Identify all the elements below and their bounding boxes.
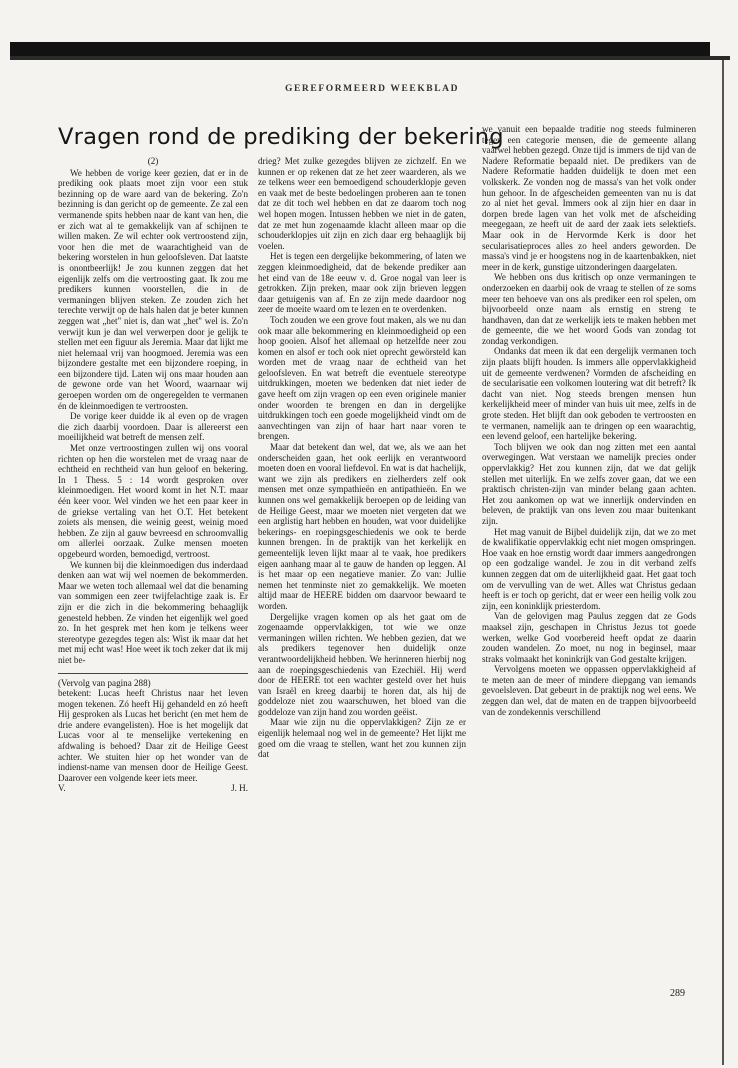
paragraph: De vorige keer duidde ik al even op de vragen die zich daarbij voordoen. Daar is allereerst een moeilijkheid wat betreft de mensen zelf. — [58, 411, 248, 443]
continuation-text: betekent: Lucas heeft Christus naar het leven mogen tekenen. Zó heeft Hij gehandeld en zó heeft Hij gesproken als Lucas het bericht (en met hem de drie andere evangelisten). Hoe is het mogelijk dat Lucas voor al te menselijke vertekening en afdwaling is behoed? Daar zit de Heilige Geest achter. We stuiten hier op het wonder van de indienst-name van mensen door de Heilige Geest. Daarover een volgende keer iets meer. — [58, 688, 248, 783]
paragraph: We hebben de vorige keer gezien, dat er in de prediking ook plaats moet zijn voor een stuk bezinning op de ware aard van de bekering. Zo'n bezinning is dan gericht op de gemeente. Ze zal een vermanende spits hebben naar de kant van hen, die er zich wat al te gemakkelijk van af schijnen te willen maken. Ze wil echter ook vertroostend zijn, voor hen die met de waarachtigheid van de bekering worstelen in hun geloofsleven. Dat laatste is onontbeerlijk! Je zou kunnen zeggen dat het eigenlijk zelfs om die vertroosting gaat. Ik zou me predikers kunnen voorstellen, die in de vermaningen blijven steken. Ze zouden zich het terechte verwijt op de hals halen dat je beter kunnen zeggen wat „het" niet is, dan wat „het" wel is. Zo'n verwijt kun je dan wel verwerpen door je gelijk te stellen met een figuur als Jeremia. Maar dat lijkt me niet helemaal vrij van hoogmoed. Jeremia was een bijzondere gestalte met een bijzondere roeping, in een bijzondere tijd. Laten wij ons maar houden aan de gewone orde van het Woord, waarnaar wij geroepen worden om de ongeregelden te vermanen én de kleinmoedigen te vertroosten. — [58, 167, 248, 411]
paragraph: Maar dat betekent dan wel, dat we, als we aan het onderscheiden gaan, het ook eerlijk en verantwoord moeten doen en vooral liefdevol. En wat is dat hachelijk, want we zijn als predikers en zielherders zelf ook mensen met onze sympathieën en antipathieën. En we kunnen ons wel gemakkelijk beroepen op de leiding van de Heilige Geest, maar we moeten niet vergeten dat we een arglistig hart hebben en houden, wat voor duidelijke bekerings- en roepingsgeschiedenis we ook te berde kunnen brengen. In de praktijk van het kerkelijk en gemeentelijk leven lijkt maar al te vaak, hoe predikers eigen aanhang maar al te gauw de handen op leggen. Al is het maar op een negatieve manier. Zo van: Jullie nemen het tenminste niet zo gemakkelijk. We moeten altijd maar de HEERE bidden om daarvoor bewaard te worden. — [258, 442, 466, 611]
signature-initials-right: J. H. — [231, 783, 248, 794]
paragraph: We kunnen bij die kleinmoedigen dus inderdaad denken aan wat wij wel noemen de bekommerden. Maar we weten toch allemaal wel dat die benaming van sommigen een zeer twijfelachtige zaak is. Er zijn er die zich in die bekommering behaaglijk genesteld hebben. Ze vinden het eigenlijk wel goed zo. In het gesprek met hen kom je telkens weer stereotype gezegdes tegen als: Wist ik maar dat het met mij echt was! Hoe weet ik toch zeker dat ik mij niet be- — [58, 559, 248, 665]
column-2 — [258, 156, 466, 1001]
paragraph: Het is tegen een dergelijke bekommering, of laten we zeggen kleinmoedigheid, dat de bekende prediker aan het eind van de 18e eeuw v. d. Groe nogal van leer is getrokken. Zijn preken, maar ook zijn brieven leggen daar getuigenis van af. En ze zijn mede daardoor nog zeer de moeite waard om te lezen en te overdenken. — [258, 251, 466, 315]
column-1 — [58, 156, 248, 1001]
paragraph: We hebben ons dus kritisch op onze vermaningen te onderzoeken en daarbij ook de vraag te stellen of ze soms meer ten behoeve van ons als prediker een rol spelen, om bijvoorbeeld onze naam als ernstig en streng te handhaven, dan dat ze werkelijk iets te maken hebben met de gemeente, die we het woord Gods van zondag tot zondag verkondigen. — [482, 272, 696, 346]
paragraph: Met onze vertroostingen zullen wij ons vooral richten op hen die worstelen met de vraag naar de echtheid en rechtheid van hun geloof en bekering. In 1 Thess. 5 : 14 wordt gesproken over kleinmoedigen. Het woord komt in het N.T. maar één keer voor. Wel vinden we het een paar keer in de griekse vertaling van het O.T. Het betekent zoiets als mensen, die weinig geest, weinig moed hebben. Ze zijn al gauw bevreesd en schroomvallig om allerlei oorzaak. Zulke mensen moeten opgebeurd worden, bemoedigd, vertroost. — [58, 443, 248, 559]
paragraph: Maar wie zijn nu die oppervlakkigen? Zijn ze er eigenlijk helemaal nog wel in de gemeente? Het lijkt me goed om die vraag te stellen, want het zou kunnen zijn dat — [258, 717, 466, 760]
scan-edge-shadow — [10, 56, 730, 60]
page-right-edge-line — [722, 60, 724, 1065]
paragraph: Dergelijke vragen komen op als het gaat om de zogenaamde oppervlakkigen, tot wie we onze vermaningen willen richten. We hebben gezien, dat we als predikers tegenover hen duidelijk onze verantwoordelijkheid hebben. We herinneren hierbij nog aan de roepingsgeschiedenis van Ezechiël. Hij werd door de HEERE tot een wachter gesteld over het huis van Israël en kreeg daarbij te horen dat, als hij de goddeloze niet zou waarschuwen, het bloed van die goddeloze van zijn hand zou worden geëist. — [258, 611, 466, 717]
paragraph: Vervolgens moeten we oppassen oppervlakkigheid af te meten aan de meer of mindere diepgang van iemands gevoelsleven. Dat gebeurt in de praktijk nog wel eens. We zeggen dan wel, dat de maten en de trappen bijvoorbeeld van de zondekennis verschillend — [482, 664, 696, 717]
paragraph: drieg? Met zulke gezegdes blijven ze zichzelf. En we kunnen er op rekenen dat ze het zeer waarderen, als we ze telkens weer een bemoedigend schouderklopje geven en vaak met de beste bedoelingen proberen aan te tonen dat ze dit toch wel hebben en dat ze daarom toch nog wel hopen mogen. Intussen hebben we niet in de gaten, dat ze met hun zogenaamde klacht alleen maar op die schouderklopjes uit zijn en zich daar erg behaaglijk bij voelen. — [258, 156, 466, 251]
paragraph: we vanuit een bepaalde traditie nog steeds fulmineren tegen een categorie mensen, die de gemeente allang vaarwel hebben gezegd. Onze tijd is immers de tijd van de Nadere Reformatie bepaald niet. De predikers van de Nadere Reformatie hadden duidelijk te doen met een volkskerk. Ze vonden nog de massa's van het volk onder hun gehoor. In de afgescheiden gemeenten van nu is dat zo al niet het geval. Immers ook al zijn hier en daar in dorpen brede lagen van het volk met de afscheiding meegegaan, ze heeft uit de aard der zaak iets selektiefs. Maar ook in de Hervormde Kerk is door het secularisatieproces alles zo heel anders geworden. De massa's vind je er hoogstens nog in de kaartenbakken, niet meer in de kerk, gunstige uitzonderingen daargelaten. — [482, 124, 696, 272]
divider — [58, 673, 248, 674]
running-header: GEREFORMEERD WEEKBLAD — [285, 84, 460, 94]
paragraph: Het mag vanuit de Bijbel duidelijk zijn, dat we zo met de kwalifikatie oppervlakkig echt niet mogen omspringen. Hoe vaak en hoe ernstig wordt daar immers aangedrongen op een godzalige wandel. Je zou in dit verband zelfs kunnen zeggen dat om de uiterlijkheid gaat. Het gaat toch om de vervulling van de wet. Alles wat Christus gedaan heeft is er toch op gericht, dat er weer een heilig volk zou zijn, een koninklijk priesterdom. — [482, 526, 696, 611]
article-part-number: (2) — [147, 156, 159, 166]
scan-edge-dark-bar — [10, 42, 710, 56]
paragraph: Ondanks dat meen ik dat een dergelijk vermanen toch zijn plaats blijft houden. Is immers alle oppervlakkigheid uit de gemeente verdwenen? Vormden de afscheiding en de secularisatie een volkomen loutering wat dit betreft? Ik dacht van niet. Nog steeds brengen mensen hun kerkelijkheid meer of minder van huis uit mee, zelfs in de grote steden. Het blijft dan ook geboden te vertroosten en te vermanen, namelijk aan te dringen op een waarachtig, een levend geloof, een hartelijke bekering. — [482, 346, 696, 442]
paragraph: Van de gelovigen mag Paulus zeggen dat ze Gods maaksel zijn, geschapen in Christus Jezus tot goede werken, welke God voorbereid heeft opdat ze daarin zouden wandelen. Zo moet, nu nog in beginsel, maar straks volmaakt het koninkrijk van God gestalte krijgen. — [482, 611, 696, 664]
page-number: 289 — [670, 988, 685, 999]
article-title: Vragen rond de prediking der bekering — [58, 124, 504, 150]
signature-initial-left: V. — [58, 783, 66, 794]
column-3 — [482, 124, 696, 1001]
signature-line — [58, 783, 248, 794]
paragraph: Toch blijven we ook dan nog zitten met een aantal overwegingen. Wat verstaan we namelijk precies onder oppervlakkig? Het zou kunnen zijn, dat we dat gelijk stellen met uiterlijk. En we zelfs zover gaan, dat we een praktisch christen-zijn van minder belang gaan achten. Het zou aankomen op wat we innerlijk ondervinden en beleven, de praktijk van ons leven zou maar buitenkant zijn. — [482, 441, 696, 526]
continuation-label: (Vervolg van pagina 288) — [58, 677, 151, 688]
paragraph: Toch zouden we een grove fout maken, als we nu dan ook maar alle bekommering en kleinmoedigheid op een hoop gooien. Alsof het allemaal op hetzelfde neer zou komen en alsof er toch ook niet oprecht gewörsteld kan worden met de vraag naar de echtheid van het geloofsleven. En wat betreft die eventuele stereotype uitdrukkingen, moeten we bedenken dat niet ieder de gave heeft om zijn vragen op een even originele manier onder woorden te brengen en dan in dergelijke uitdrukkingen toch een goede mogelijkheid vindt om de aanvechtingen van zijn of haar hart naar voren te brengen. — [258, 314, 466, 442]
